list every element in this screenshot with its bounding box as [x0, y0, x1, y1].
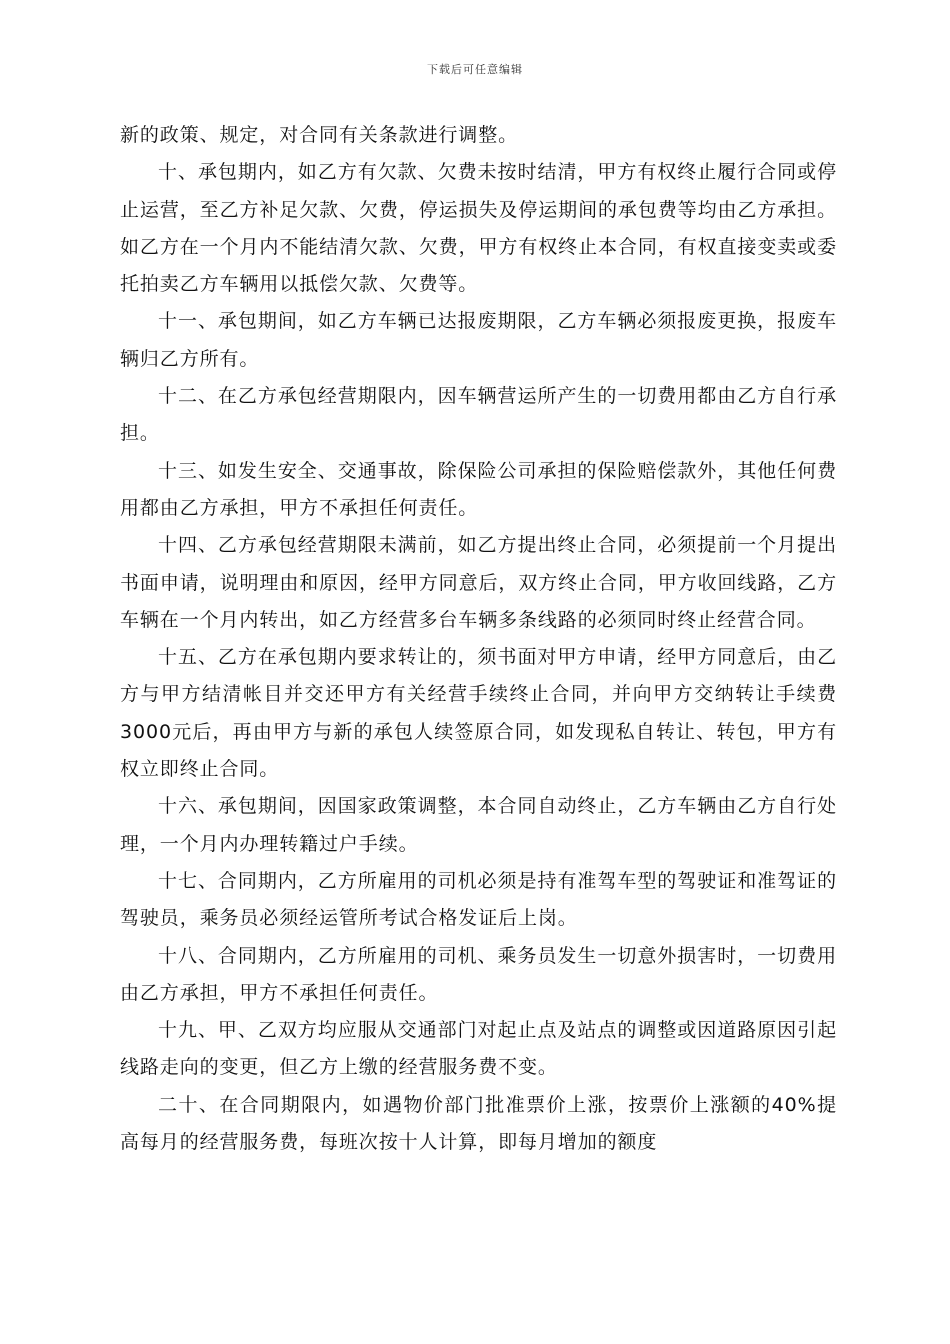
paragraph-continuation: 新的政策、规定，对合同有关条款进行调整。 [120, 124, 519, 146]
clause-18: 十八、合同期内，乙方所雇用的司机、乘务员发生一切意外损害时，一切费用由乙方承担，甲方不承担任何责任。 [120, 944, 837, 1004]
clause-14: 十四、乙方承包经营期限未满前，如乙方提出终止合同，必须提前一个月提出书面申请，说明理由和原因，经甲方同意后，双方终止合同，甲方收回线路，乙方车辆在一个月内转出，如乙方经营多台车辆多条线路的必须同时终止经营合同。 [120, 534, 837, 631]
clause-17: 十七、合同期内，乙方所雇用的司机必须是持有准驾车型的驾驶证和准驾证的驾驶员，乘务员必须经运管所考试合格发证后上岗。 [120, 869, 837, 930]
contract-body [120, 117, 837, 1161]
clause-13: 十三、如发生安全、交通事故，除保险公司承担的保险赔偿款外，其他任何费用都由乙方承担，甲方不承担任何责任。 [120, 459, 837, 519]
clause-15: 十五、乙方在承包期内要求转让的，须书面对甲方申请，经甲方同意后，由乙方与甲方结清帐目并交还甲方有关经营手续终止合同，并向甲方交纳转让手续费3000元后，再由甲方与新的承包人续签原合同，如发现私自转让、转包，甲方有权立即终止合同。 [120, 646, 837, 781]
clause-12: 十二、在乙方承包经营期限内，因车辆营运所产生的一切费用都由乙方自行承担。 [120, 385, 837, 445]
clause-11: 十一、承包期间，如乙方车辆已达报废期限，乙方车辆必须报废更换，报废车辆归乙方所有。 [120, 310, 837, 370]
clause-16: 十六、承包期间，因国家政策调整，本合同自动终止，乙方车辆由乙方自行处理，一个月内办理转籍过户手续。 [120, 795, 837, 855]
page-header: 下载后可任意编辑 [427, 63, 523, 76]
clause-19: 十九、甲、乙双方均应服从交通部门对起止点及站点的调整或因道路原因引起线路走向的变更，但乙方上缴的经营服务费不变。 [120, 1019, 837, 1079]
clause-20: 二十、在合同期限内，如遇物价部门批准票价上涨，按票价上涨额的40%提高每月的经营服务费，每班次按十人计算，即每月增加的额度 [120, 1093, 837, 1154]
clause-10: 十、承包期内，如乙方有欠款、欠费未按时结清，甲方有权终止履行合同或停止运营，至乙方补足欠款、欠费，停运损失及停运期间的承包费等均由乙方承担。如乙方在一个月内不能结清欠款、欠费，甲方有权终止本合同，有权直接变卖或委托拍卖乙方车辆用以抵偿欠款、欠费等。 [120, 161, 837, 296]
